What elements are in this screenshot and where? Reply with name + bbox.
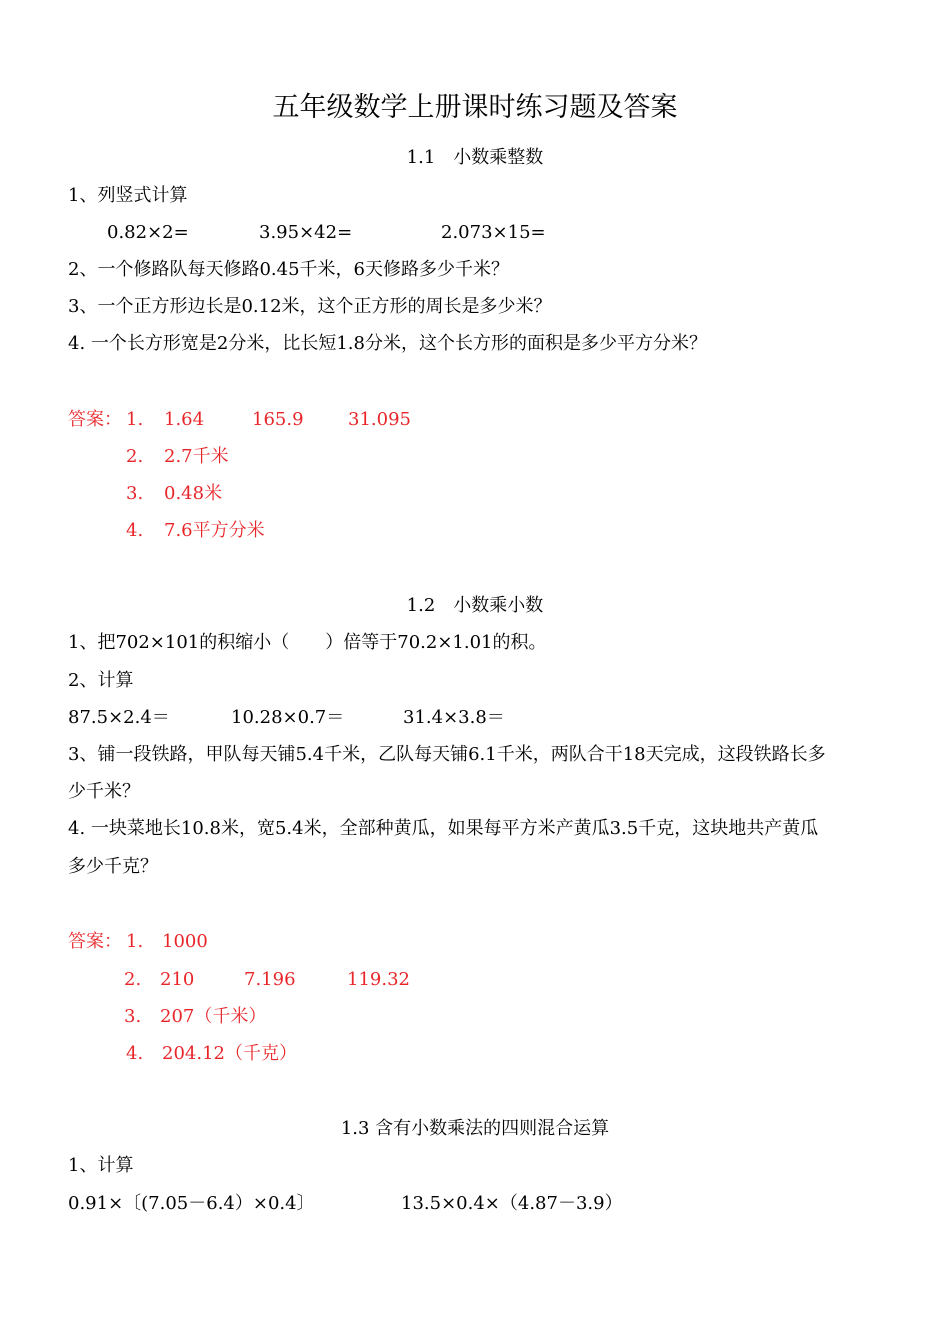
answer-value: 1.64 <box>164 409 205 430</box>
answer-number: 2. <box>124 969 142 990</box>
answer-value: 1000 <box>162 931 208 952</box>
question-text: 3、铺一段铁路，甲队每天铺5.4千米，乙队每天铺6.1千米，两队合干18天完成，这段铁路长多 <box>68 744 826 765</box>
question-text: 1、把702×101的积缩小（ ）倍等于70.2×1.01的积。 <box>68 632 547 653</box>
question-text: 4. 一个长方形宽是2分米，比长短1.8分米，这个长方形的面积是多少平方分米？ <box>68 333 707 354</box>
question-text: 1、计算 <box>68 1155 134 1176</box>
question-text: 3、一个正方形边长是0.12米，这个正方形的周长是多少米？ <box>68 296 552 317</box>
answer-value: 210 <box>160 969 195 990</box>
expression: 10.28×0.7＝ <box>231 707 345 728</box>
answer-value: 0.48米 <box>164 483 223 504</box>
answer-number: 3. <box>126 483 144 504</box>
answer-number: 1. <box>126 931 144 952</box>
answer-label: 答案： <box>68 931 122 952</box>
question-text: 多少千克？ <box>68 856 158 877</box>
expression: 13.5×0.4×（4.87－3.9） <box>401 1193 623 1214</box>
answer-value: 7.6平方分米 <box>164 520 265 541</box>
section-heading: 1.1 小数乘整数 <box>406 147 544 168</box>
answer-value: 31.095 <box>348 409 411 430</box>
answer-number: 1. <box>126 409 144 430</box>
section-heading: 1.3 含有小数乘法的四则混合运算 <box>340 1118 610 1139</box>
question-text: 1、列竖式计算 <box>68 185 188 206</box>
expression: 3.95×42= <box>259 222 353 243</box>
answer-number: 4. <box>126 520 144 541</box>
answer-number: 3. <box>124 1006 142 1027</box>
expression: 31.4×3.8＝ <box>403 707 505 728</box>
answer-value: 207（千米） <box>160 1006 267 1027</box>
answer-label: 答案： <box>68 409 122 430</box>
question-text: 4. 一块菜地长10.8米，宽5.4米，全部种黄瓜，如果每平方米产黄瓜3.5千克，这块地共产黄瓜 <box>68 818 819 839</box>
answer-value: 204.12（千克） <box>162 1043 297 1064</box>
answer-value: 2.7千米 <box>164 446 229 467</box>
expression: 0.82×2= <box>107 222 189 243</box>
section-heading: 1.2 小数乘小数 <box>406 595 544 616</box>
question-text: 2、计算 <box>68 670 134 691</box>
answer-value: 7.196 <box>244 969 296 990</box>
question-text: 少千米？ <box>68 781 140 802</box>
expression: 87.5×2.4＝ <box>68 707 170 728</box>
answer-value: 119.32 <box>347 969 410 990</box>
answer-number: 4. <box>126 1043 144 1064</box>
question-text: 2、一个修路队每天修路0.45千米，6天修路多少千米？ <box>68 259 509 280</box>
expression: 0.91×〔(7.05－6.4）×0.4〕 <box>68 1193 315 1214</box>
answer-number: 2. <box>126 446 144 467</box>
expression: 2.073×15= <box>441 222 546 243</box>
document-title: 五年级数学上册课时练习题及答案 <box>272 92 678 123</box>
answer-value: 165.9 <box>252 409 304 430</box>
